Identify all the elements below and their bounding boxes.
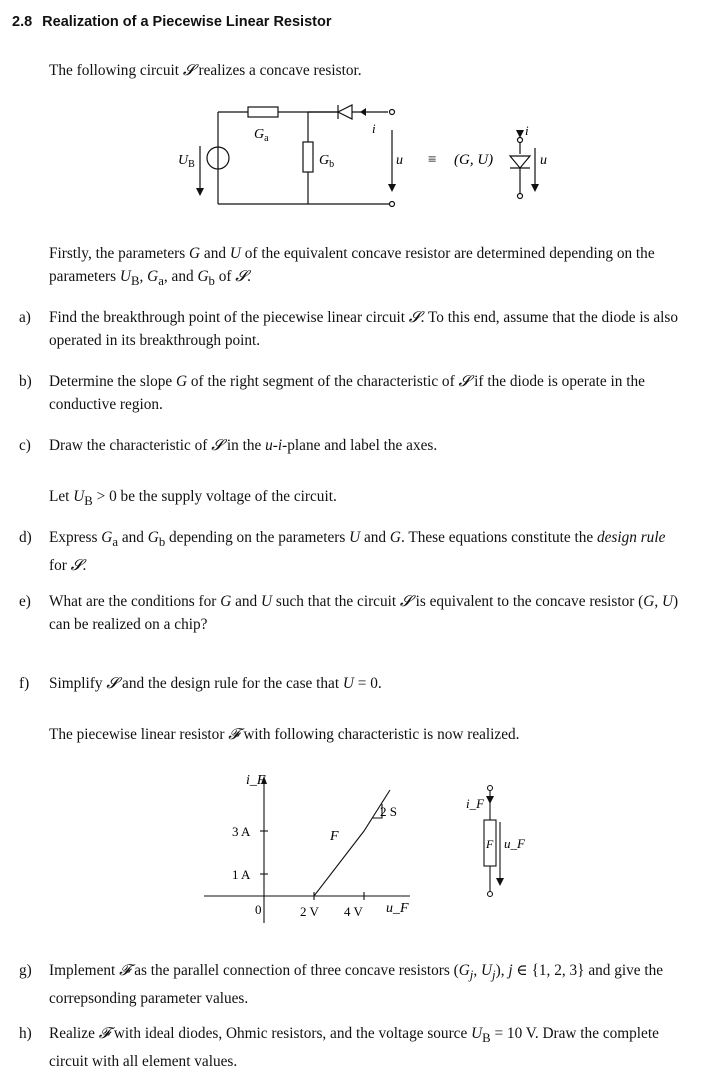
concave-resistor-symbol [510,156,530,168]
svg-text:i_F: i_F [466,796,485,811]
svg-text:u_F: u_F [386,901,409,916]
let-line: Let $U_B > 0$ be the supply voltage of the circuit. [49,488,337,509]
svg-text:3 A: 3 A [232,824,251,839]
diode [338,105,352,119]
svg-text:Gb: $G_b$ [319,153,335,170]
characteristic-plot [200,768,540,928]
svg-text:2 S: 2 S [380,804,397,819]
paragraph-2: The piecewise linear resistor 𝓕 with following characteristic is now realized. [49,726,520,743]
svg-text:≡: ≡ [428,152,437,168]
section-heading [12,14,331,30]
svg-text:F: F [330,829,339,844]
characteristic-curve [264,790,390,896]
svg-text:F: F [486,837,494,851]
svg-text:4 V: 4 V [344,904,363,919]
resistor-ga [248,107,278,117]
paragraph-1: Firstly, the parameters G and U of the equivalent concave resistor are determined depending on the parameters $U_B$, $G_a$, and $G_b$ of 𝓢. [49,245,655,289]
section-title: Realization of a Piecewise Linear Resistor [42,14,332,30]
svg-text:u_F: u_F [504,836,525,851]
intro-text: The following circuit 𝓢 realizes a concave resistor. [49,62,362,79]
svg-text:UB: $U_B$ [178,153,195,170]
svg-text:(G, U): (G, U) [454,152,494,168]
svg-text:0: 0 [255,902,262,917]
svg-text:u: u [540,153,547,168]
svg-text:u: u [396,153,403,168]
svg-text:1 A: 1 A [232,867,251,882]
resistor-gb [303,142,313,172]
section-number: 2.8 [12,14,33,30]
svg-text:i: i [525,123,529,138]
svg-text:2 V: 2 V [300,904,319,919]
svg-text:i: i [372,121,376,136]
svg-text:Ga: $G_a$ [254,127,269,144]
circuit-diagram [170,100,560,216]
svg-text:i_F: i_F [246,773,266,788]
